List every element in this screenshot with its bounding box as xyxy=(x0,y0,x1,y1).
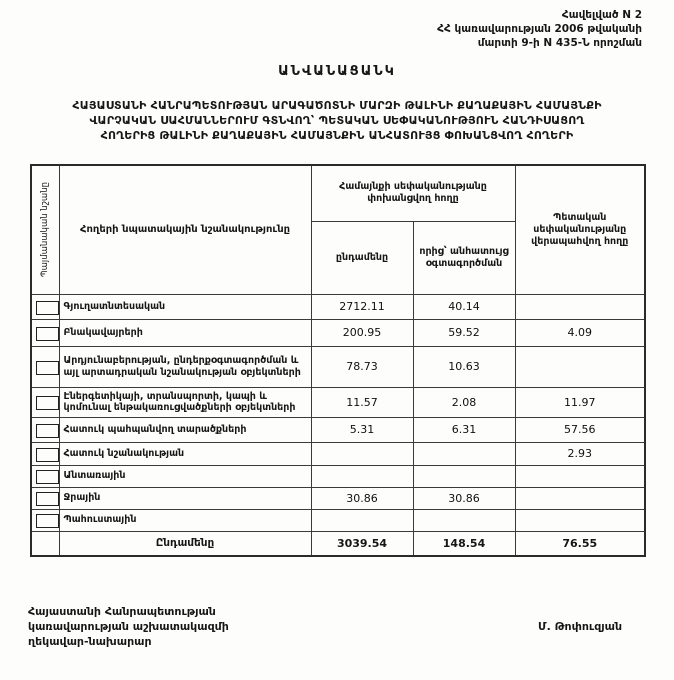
land-category-label: Պահուստային xyxy=(59,509,311,531)
signatory-line-3: ղեկավար-նախարար xyxy=(28,635,152,648)
total-row-label: Ընդամենը xyxy=(59,531,311,556)
total-value-of-which: 148.54 xyxy=(413,531,515,556)
value-state: 11.97 xyxy=(515,387,645,417)
column-header-state: Պետական սեփականությանը վերապահվող հողը xyxy=(515,165,645,294)
table-row-reserve xyxy=(31,509,645,531)
land-category-label: Գյուղատնտեսական xyxy=(59,294,311,319)
table-row-protected-areas xyxy=(31,417,645,442)
value-of-which xyxy=(413,509,515,531)
value-total: 2712.11 xyxy=(311,294,413,319)
table-row-total xyxy=(31,531,645,556)
legend-symbol-box xyxy=(36,514,59,528)
value-of-which xyxy=(413,442,515,465)
value-total: 5.31 xyxy=(311,417,413,442)
value-state: 2.93 xyxy=(515,442,645,465)
value-total xyxy=(311,509,413,531)
legend-cell xyxy=(31,442,59,465)
annex-government-line: ՀՀ կառավարության 2006 թվականի xyxy=(437,23,642,35)
legend-cell xyxy=(31,294,59,319)
column-header-of-which: որից՝ անհատույց օգտագործման xyxy=(413,221,515,294)
column-header-total: ընդամենը xyxy=(311,221,413,294)
legend-symbol-box xyxy=(36,448,59,462)
value-of-which: 59.52 xyxy=(413,319,515,346)
legend-symbol-box xyxy=(36,470,59,484)
table-row-forest xyxy=(31,465,645,487)
value-state xyxy=(515,346,645,387)
legend-symbol-box xyxy=(36,492,59,506)
value-of-which: 10.63 xyxy=(413,346,515,387)
total-value-state: 76.55 xyxy=(515,531,645,556)
land-category-label: Անտառային xyxy=(59,465,311,487)
document-title: ԱՆՎԱՆԱՑԱՆԿ xyxy=(278,64,396,79)
legend-symbol-box xyxy=(36,361,59,375)
land-transfer-table xyxy=(30,164,646,557)
value-total: 200.95 xyxy=(311,319,413,346)
legend-cell-empty xyxy=(31,531,59,556)
table-row-agricultural xyxy=(31,294,645,319)
legend-cell xyxy=(31,509,59,531)
heading-line-2: ՎԱՐՉԱԿԱՆ ՍԱՀՄԱՆՆԵՐՈՒՄ ԳՏՆՎՈՂ՝ ՊԵՏԱԿԱՆ ՍԵՓԱԿԱՆՈՒԹՅՈՒՆ ՀԱՆԴԻՍԱՑՈՂ xyxy=(89,114,585,127)
value-total xyxy=(311,465,413,487)
value-of-which xyxy=(413,465,515,487)
table-row-water xyxy=(31,487,645,509)
value-state xyxy=(515,509,645,531)
annex-reference xyxy=(437,8,642,50)
annex-number: Հավելված N 2 xyxy=(561,9,642,21)
land-category-label: Ջրային xyxy=(59,487,311,509)
table-row-settlements xyxy=(31,319,645,346)
signature-name: Մ. Թոփուզյան xyxy=(538,620,623,633)
value-total: 78.73 xyxy=(311,346,413,387)
value-of-which: 30.86 xyxy=(413,487,515,509)
legend-cell xyxy=(31,387,59,417)
signatory-block xyxy=(28,604,229,649)
value-total: 30.86 xyxy=(311,487,413,509)
legend-symbol-box xyxy=(36,424,59,438)
legend-cell xyxy=(31,465,59,487)
value-state xyxy=(515,465,645,487)
column-header-community-group: Համայնքի սեփականությանը փոխանցվող հողը xyxy=(311,165,515,221)
legend-symbol-box xyxy=(36,301,59,315)
legend-symbol-box xyxy=(36,396,59,410)
total-value-total: 3039.54 xyxy=(311,531,413,556)
annex-decision-line: մարտի 9-ի N 435-Ն որոշման xyxy=(477,37,642,49)
table-row-energy-transport xyxy=(31,387,645,417)
heading-line-3: ՀՈՂԵՐԻՑ ԹԱԼԻՆԻ ՔԱՂԱՔԱՅԻՆ ՀԱՄԱՅՆՔԻՆ ԱՆՀԱՏՈՒՅՑ ՓՈԽԱՆՑՎՈՂ ՀՈՂԵՐԻ xyxy=(100,129,574,142)
table-row-special-purpose xyxy=(31,442,645,465)
table-header-row-group xyxy=(31,165,645,221)
value-state: 57.56 xyxy=(515,417,645,442)
land-category-label: Բնակավայրերի xyxy=(59,319,311,346)
legend-cell xyxy=(31,346,59,387)
column-header-purpose: Հողերի նպատակային նշանակությունը xyxy=(59,165,311,294)
heading-line-1: ՀԱՅԱՍՏԱՆԻ ՀԱՆՐԱՊԵՏՈՒԹՅԱՆ ԱՐԱԳԱԾՈՏՆԻ ՄԱՐԶԻ ԹԱԼԻՆԻ ՔԱՂԱՔԱՅԻՆ ՀԱՄԱՅՆՔԻ xyxy=(72,99,602,112)
land-category-label: Արդյունաբերության, ընդերքօգտագործման և այլ արտադրական նշանակության օբյեկտների xyxy=(59,346,311,387)
legend-cell xyxy=(31,319,59,346)
land-category-label: Հատուկ պահպանվող տարածքների xyxy=(59,417,311,442)
column-header-symbol-label: Պայմանական նշանը xyxy=(39,182,50,278)
legend-cell xyxy=(31,417,59,442)
value-of-which: 40.14 xyxy=(413,294,515,319)
table-row-industrial xyxy=(31,346,645,387)
value-of-which: 6.31 xyxy=(413,417,515,442)
land-category-label: Հատուկ նշանակության xyxy=(59,442,311,465)
value-state xyxy=(515,487,645,509)
value-state: 4.09 xyxy=(515,319,645,346)
value-of-which: 2.08 xyxy=(413,387,515,417)
signatory-line-2: կառավարության աշխատակազմի xyxy=(28,620,229,633)
value-total: 11.57 xyxy=(311,387,413,417)
value-state xyxy=(515,294,645,319)
legend-symbol-box xyxy=(36,327,59,341)
document-heading xyxy=(0,98,674,143)
legend-cell xyxy=(31,487,59,509)
column-header-symbol xyxy=(31,165,59,294)
land-category-label: Էներգետիկայի, տրանսպորտի, կապի և կոմունալ ենթակառուցվածքների օբյեկտների xyxy=(59,387,311,417)
signatory-line-1: Հայաստանի Հանրապետության xyxy=(28,605,216,618)
value-total xyxy=(311,442,413,465)
